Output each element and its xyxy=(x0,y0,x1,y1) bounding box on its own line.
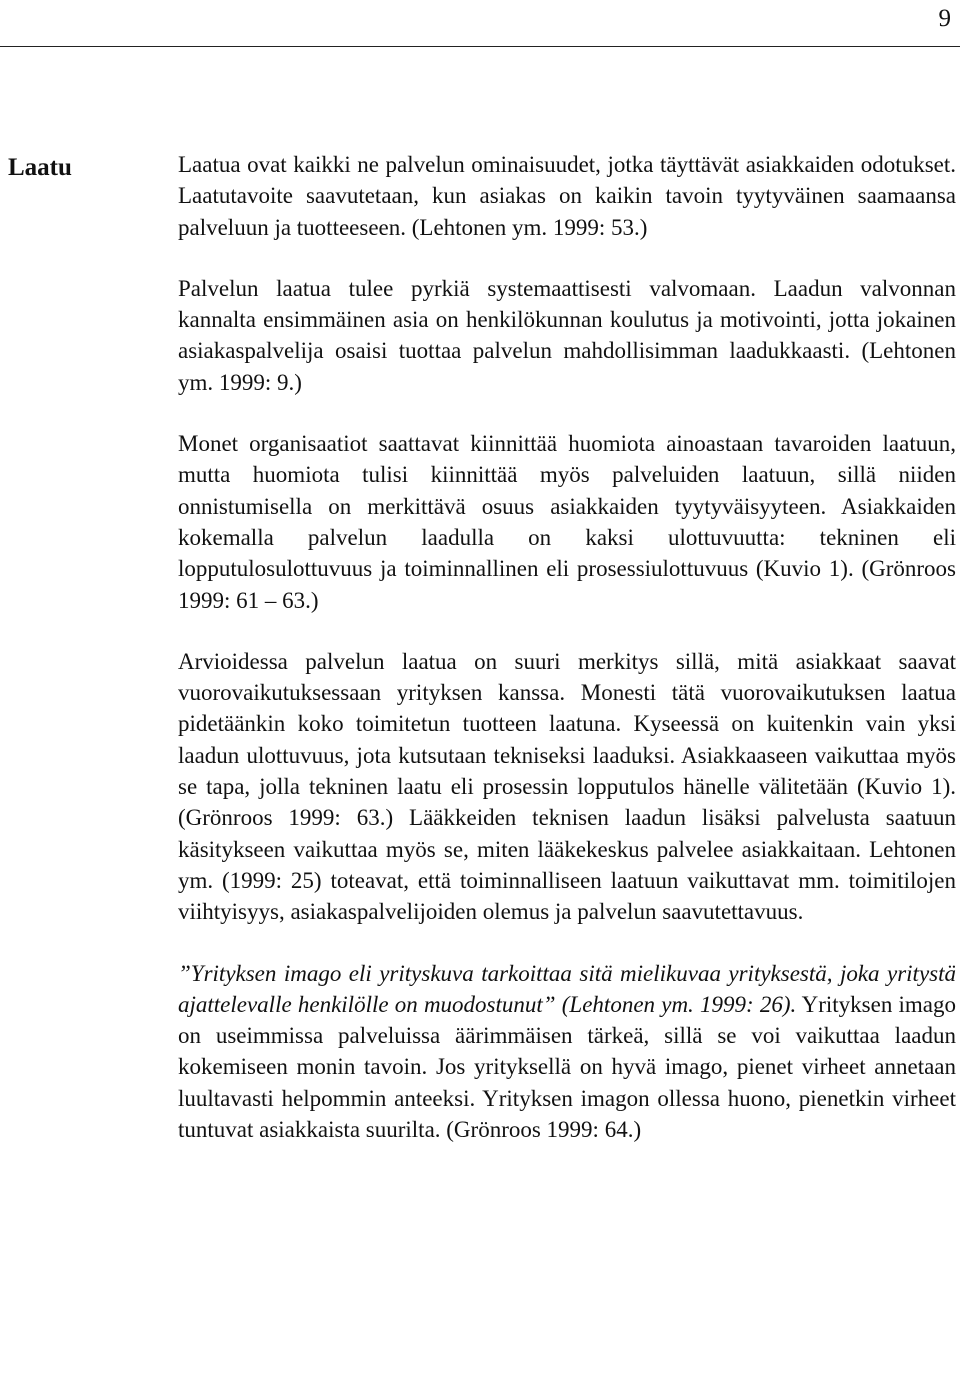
body-text-column xyxy=(178,149,956,1175)
paragraph-4: Arvioidessa palvelun laatua on suuri merkitys sillä, mitä asiakkaat saavat vuorovaikutuksessaan yrityksen kanssa. Monesti tätä vuorovaikutuksen laatua pidetäänkin koko toimitetun tuotteen laatuna. Kyseessä on kuitenkin vain yksi laadun ulottuvuus, jota kutsutaan tekniseksi laaduksi. Asiakkaaseen vaikuttaa myös se tapa, jolla tekninen laatu eli prosessin lopputulos hänelle välitetään (Kuvio 1). (Grönroos 1999: 63.) Lääkkeiden teknisen laadun lisäksi palvelusta saatuun käsitykseen vaikuttaa myös se, miten lääkekeskus palvelee asiakkaitaan. Lehtonen ym. (1999: 25) toteavat, että toiminnalliseen laatuun vaikuttavat mm. toimitilojen viihtyisyys, asiakaspalvelijoiden olemus ja palvelun saavutettavuus. xyxy=(178,648,956,925)
paragraph-3: Monet organisaatiot saattavat kiinnittää huomiota ainoastaan tavaroiden laatuun, mutta huomiota tulisi kiinnittää myös palveluiden laatuun, sillä niiden onnistumisella on merkittävä osuus asiakkaiden tyytyväisyyteen. Asiakkaiden kokemalla palvelun laadulla on kaksi ulottuvuutta: tekninen eli lopputulosulottuvuus ja toiminnallinen eli prosessiulottuvuus (Kuvio 1). (Grönroos 1999: 61 – 63.) xyxy=(178,431,956,613)
page-number: 9 xyxy=(938,5,951,32)
imago-quote: ”Yrityksen imago eli yrityskuva tarkoittaa sitä mielikuvaa yrityksestä, joka yritystä ajattelevalle henkilölle on muodostunut” (Lehtonen ym. 1999: 26). xyxy=(178,960,956,1017)
paragraph-2: Palvelun laatua tulee pyrkiä systemaattisesti valvomaan. Laadun valvonnan kannalta ensimmäinen asia on henkilökunnan koulutus ja motivointi, jotta jokainen asiakaspalvelija osaisi tuottaa palvelun mahdollisimman laadukkaasti. (Lehtonen ym. 1999: 9.) xyxy=(178,275,956,395)
paragraph-5 xyxy=(178,958,956,1146)
paragraph-1: Laatua ovat kaikki ne palvelun ominaisuudet, jotka täyttävät asiakkaiden odotukset. Laatutavoite saavutetaan, kun asiakas on kaikin tavoin tyytyväinen saamaansa palveluun ja tuotteeseen. (Lehtonen ym. 1999: 53.) xyxy=(178,152,956,240)
paragraph-5-text: Yrityksen imago on useimmissa palveluissa äärimmäisen tärkeä, sillä se voi vaikuttaa laadun kokemiseen monin tavoin. Jos yrityksellä on hyvä imago, pienet virheet annetaan luultavasti helpommin anteeksi. Yrityksen imagon ollessa huono, pienetkin virheet tuntuvat asiakkaista suurilta. (Grönroos 1999: 64.) xyxy=(178,991,957,1143)
section-heading: Laatu xyxy=(8,154,72,181)
header-rule xyxy=(0,46,960,47)
